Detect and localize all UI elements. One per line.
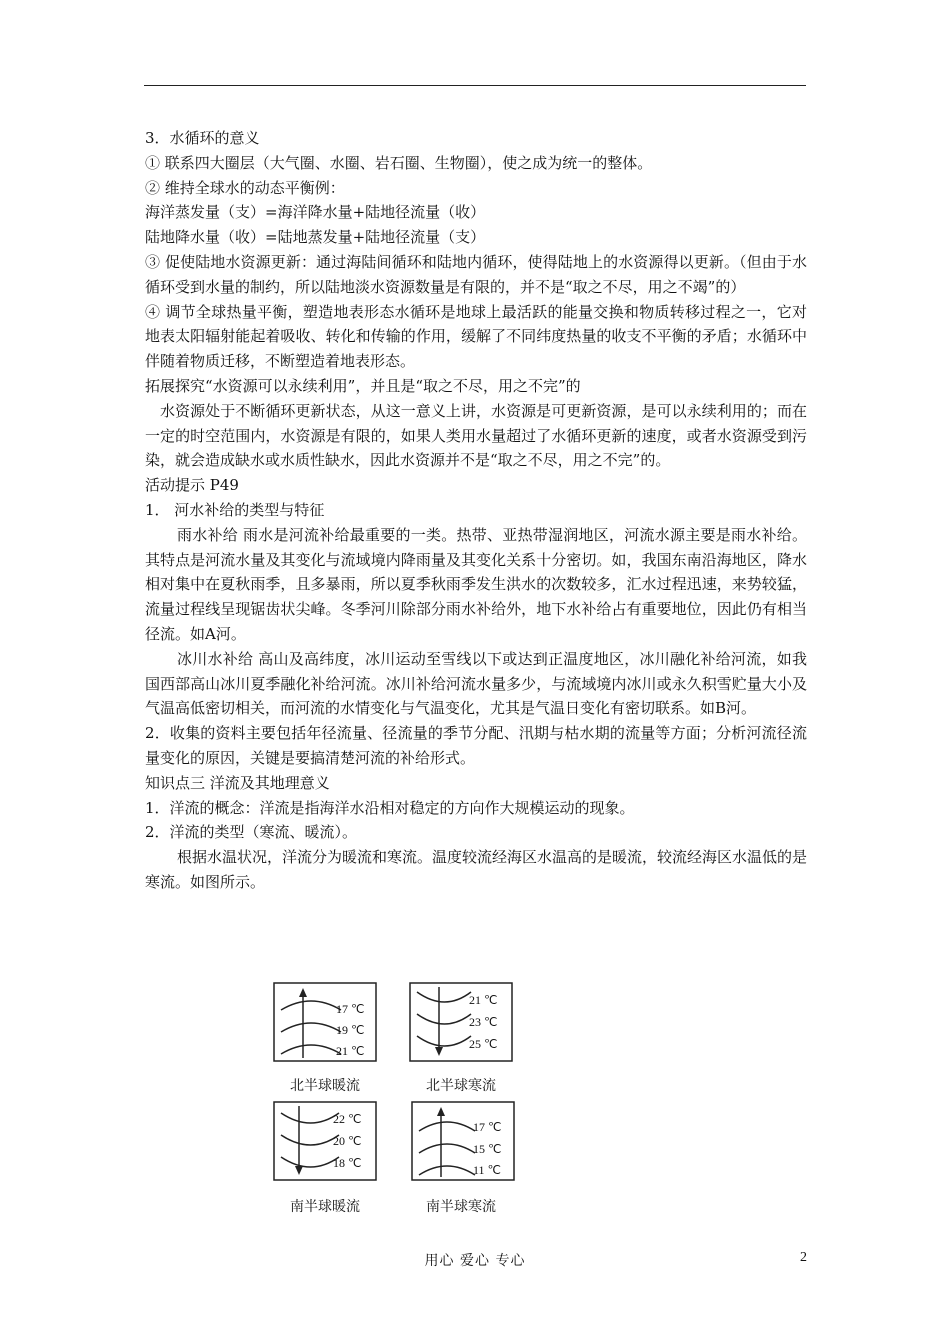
paragraph: 2．洋流的类型（寒流、暖流）。 <box>145 823 358 842</box>
paragraph: 雨水补给 雨水是河流补给最重要的一类。热带、亚热带湿润地区，河流水源主要是雨水补给。其特点是河流水量及其变化与流域境内降雨量及其变化关系十分密切。如，我国东南沿海地区，降水相对集中在夏秋雨季，且多暴雨，所以夏季秋雨季发生洪水的次数较多，汇水过程迅速，来势较猛，流量过程线呈现锯齿状尖峰。冬季河川除部分雨水补给外，地下水补给占有重要地位，因此仍有相当径流。如A河。 <box>145 525 807 643</box>
paragraph: 陆地降水量（收）=陆地蒸发量+陆地径流量（支） <box>145 228 486 247</box>
paragraph: 知识点三 洋流及其地理意义 <box>145 773 330 792</box>
label-1: 17 ℃ <box>473 1120 502 1134</box>
document-body <box>145 126 807 895</box>
caption-nh-cold: 北半球寒流 <box>426 1078 496 1094</box>
label-1: 22 ℃ <box>333 1112 362 1126</box>
label-2: 19 ℃ <box>336 1023 365 1037</box>
nh-cold-diagram <box>409 982 513 1062</box>
label-1: 21 ℃ <box>469 993 498 1007</box>
label-3: 25 ℃ <box>469 1037 498 1051</box>
paragraph: 冰川水补给 高山及高纬度，冰川运动至雪线以下或达到正温度地区，冰川融化补给河流，如我国西部高山冰川夏季融化补给河流。冰川补给河流水量多少，与流域境内冰川或永久积雪贮量大小及气温高低密切相关，而河流的水情变化与气温变化，尤其是气温日变化有密切联系。如B河。 <box>145 649 807 718</box>
figure-sh-cold <box>411 1101 515 1181</box>
page-number: 2 <box>800 1250 807 1265</box>
caption-nh-warm: 北半球暖流 <box>290 1078 360 1094</box>
paragraph: 根据水温状况，洋流分为暖流和寒流。温度较流经海区水温高的是暖流，较流经海区水温低的是寒流。如图所示。 <box>145 848 808 891</box>
figure-sh-warm <box>273 1101 377 1181</box>
footer-motto: 用心 爱心 专心 <box>424 1253 526 1269</box>
label-1: 17 ℃ <box>336 1002 365 1016</box>
figure-nh-warm <box>273 982 377 1062</box>
nh-warm-diagram <box>273 982 377 1062</box>
paragraph: 水资源处于不断循环更新状态，从这一意义上讲，水资源是可更新资源，是可以永续利用的；而在一定的时空范围内，水资源是有限的，如果人类用水量超过了水循环更新的速度，或者水资源受到污染，就会造成缺水或水质性缺水，因此水资源并不是“取之不尽，用之不完”的。 <box>145 401 807 470</box>
caption-sh-cold: 南半球寒流 <box>426 1199 496 1215</box>
paragraph: 海洋蒸发量（支）=海洋降水量+陆地径流量（收） <box>145 203 486 222</box>
paragraph: 2．收集的资料主要包括年径流量、径流量的季节分配、汛期与枯水期的流量等方面；分析河流径流量变化的原因，关键是要搞清楚河流的补给形式。 <box>145 724 807 767</box>
paragraph: ④ 调节全球热量平衡，塑造地表形态水循环是地球上最活跃的能量交换和物质转移过程之一，它对地表太阳辐射能起着吸收、转化和传输的作用，缓解了不同纬度热量的收支不平衡的矛盾；水循环中伴随着物质迁移，不断塑造着地表形态。 <box>145 302 807 371</box>
paragraph: ③ 促使陆地水资源更新：通过海陆间循环和陆地内循环，使得陆地上的水资源得以更新。（但由于水循环受到水量的制约，所以陆地淡水资源数量是有限的，并不是“取之不尽，用之不竭”的） <box>145 252 807 296</box>
sh-warm-diagram <box>273 1101 377 1181</box>
label-2: 20 ℃ <box>333 1134 362 1148</box>
paragraph: 1．洋流的概念：洋流是指海洋水沿相对稳定的方向作大规模运动的现象。 <box>145 798 635 817</box>
paragraph: 1． 河水补给的类型与特征 <box>145 500 325 519</box>
sh-cold-diagram <box>411 1101 515 1181</box>
paragraph: ② 维持全球水的动态平衡例： <box>145 178 345 197</box>
figure-nh-cold <box>409 982 513 1062</box>
label-3: 11 ℃ <box>473 1163 502 1177</box>
paragraph: 拓展探究“水资源可以永续利用”，并且是“取之不尽，用之不完”的 <box>145 376 581 395</box>
label-2: 23 ℃ <box>469 1015 498 1029</box>
header-rule <box>144 85 806 86</box>
ocean-current-figures <box>270 980 530 1220</box>
paragraph: 3．水循环的意义 <box>145 129 260 147</box>
label-2: 15 ℃ <box>473 1142 502 1156</box>
caption-sh-warm: 南半球暖流 <box>290 1199 360 1215</box>
paragraph: ① 联系四大圈层（大气圈、水圈、岩石圈、生物圈），使之成为统一的整体。 <box>145 153 653 172</box>
paragraph: 活动提示 P49 <box>145 476 239 495</box>
label-3: 18 ℃ <box>333 1156 362 1170</box>
label-3: 21 ℃ <box>336 1044 365 1058</box>
